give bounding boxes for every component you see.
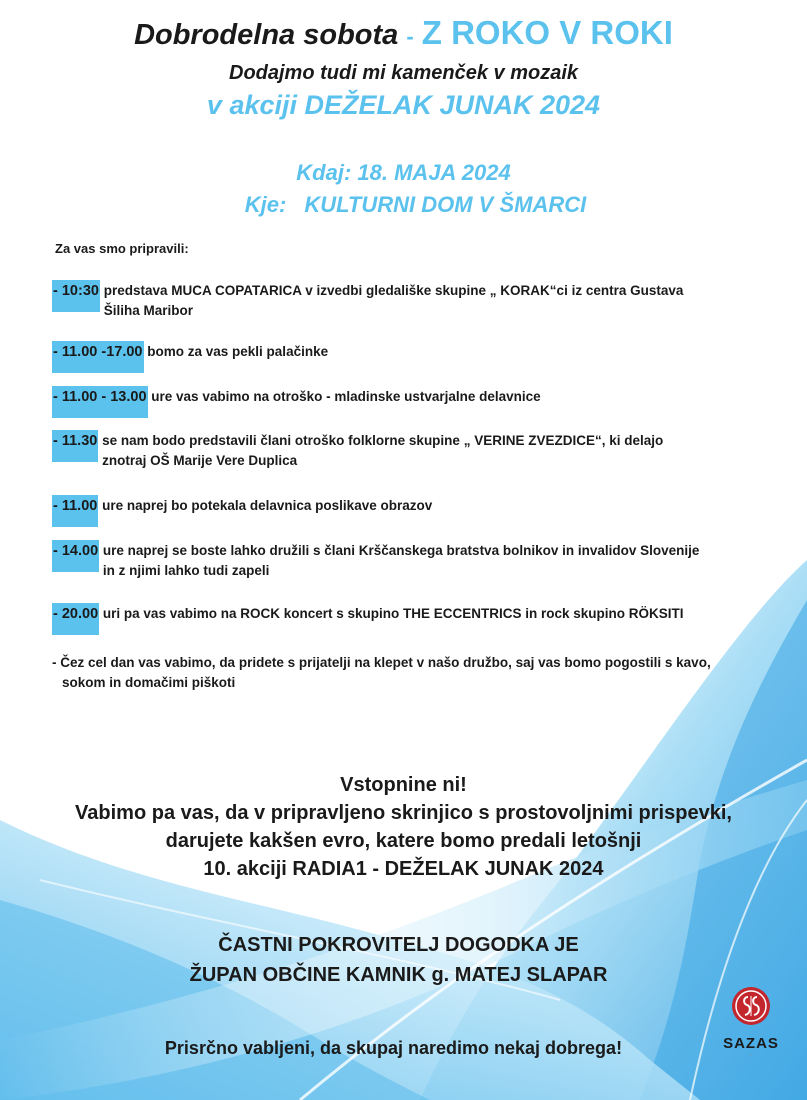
- program-item: [52, 386, 541, 418]
- sazas-logo-text: SAZAS: [723, 1035, 779, 1052]
- program-text-cont: in z njimi lahko tudi zapeli: [102, 563, 270, 578]
- program-description: [103, 603, 684, 624]
- sazas-logo: [716, 986, 786, 1060]
- program-text: ure naprej bo potekala delavnica poslikave obrazov: [102, 498, 433, 513]
- program-text: bomo za vas pekli palačinke: [147, 344, 329, 359]
- program-description: [103, 540, 699, 581]
- poster-subtitle: Dodajmo tudi mi kamenček v mozaik: [229, 62, 578, 84]
- note-line-2: sokom in domačimi piškoti: [62, 675, 236, 690]
- program-description: [147, 341, 328, 362]
- closing-line: Prisrčno vabljeni, da skupaj naredimo nekaj dobrega!: [164, 1038, 623, 1058]
- program-time: - 11.00 -17.00: [52, 341, 144, 373]
- program-intro: Za vas smo pripravili:: [55, 241, 189, 256]
- title-slogan: Z ROKO V ROKI: [421, 14, 673, 51]
- note-line-1: - Čez cel dan vas vabimo, da pridete s prijatelji na klepet v našo družbo, saj vas bomo pogostili s kavo,: [52, 655, 711, 670]
- logo-dot: ·: [749, 1051, 753, 1060]
- program-text: uri pa vas vabimo na ROCK koncert s skupino THE ECCENTRICS in rock skupino RÖKSITI: [102, 606, 684, 621]
- patron-line-1: ČASTNI POKROVITELJ DOGODKA JE: [218, 934, 579, 956]
- program-item: [52, 540, 699, 581]
- program-item: [52, 495, 432, 527]
- location-value: KULTURNI DOM V ŠMARCI: [304, 192, 587, 217]
- poster-title: [0, 14, 807, 52]
- program-text: se nam bodo predstavili člani otroško folklorne skupine „ VERINE ZVEZDICE“, ki delajo: [102, 433, 664, 448]
- patron-section: [0, 930, 802, 990]
- program-description: [104, 280, 684, 321]
- program-time: - 11.00 - 13.00: [52, 386, 148, 418]
- program-time: - 14.00: [52, 540, 99, 572]
- donation-text-1: Vabimo pa vas, da v pripravljeno skrinjico s prostovoljnimi prispevki,: [75, 802, 732, 824]
- patron-line-2: ŽUPAN OBČINE KAMNIK g. MATEJ SLAPAR: [189, 964, 608, 986]
- location-label: Kje:: [244, 192, 287, 217]
- program-item: [52, 341, 328, 373]
- program-description: [102, 495, 432, 516]
- donation-text-2: darujete kakšen evro, katere bomo predali letošnji: [165, 830, 642, 852]
- program-note-text: [52, 652, 711, 693]
- title-event-type: Dobrodelna sobota: [134, 19, 399, 51]
- program-text: ure vas vabimo na otroško - mladinske ustvarjalne delavnice: [151, 389, 541, 404]
- program-description: [102, 430, 663, 471]
- title-dash: -: [406, 24, 414, 49]
- sazas-emblem-icon: [731, 986, 771, 1026]
- program-time: - 11.30: [52, 430, 98, 462]
- program-text: ure naprej se boste lahko družili s člani Krščanskega bratstva bolnikov in invalidov Slovenije: [102, 543, 700, 558]
- free-entry-text: Vstopnine ni!: [340, 774, 467, 796]
- program-note: [52, 652, 711, 693]
- program-time: - 10:30: [52, 280, 100, 312]
- program-item: [52, 280, 683, 321]
- event-location: [12, 192, 807, 218]
- program-time: - 11.00: [52, 495, 98, 527]
- campaign-line: v akciji DEŽELAK JUNAK 2024: [206, 90, 601, 120]
- program-text-cont: znotraj OŠ Marije Vere Duplica: [102, 453, 298, 468]
- program-item: [52, 430, 663, 471]
- program-time: - 20.00: [52, 603, 99, 635]
- donation-text-3: 10. akciji RADIA1 - DEŽELAK JUNAK 2024: [203, 858, 604, 880]
- program-text: predstava MUCA COPATARICA v izvedbi gledališke skupine „ KORAK“ci iz centra Gustava: [103, 283, 684, 298]
- event-date: Kdaj: 18. MAJA 2024: [296, 160, 511, 185]
- program-item: [52, 603, 684, 635]
- program-description: [151, 386, 540, 407]
- program-text-cont: Šiliha Maribor: [103, 303, 193, 318]
- donation-section: [0, 771, 807, 883]
